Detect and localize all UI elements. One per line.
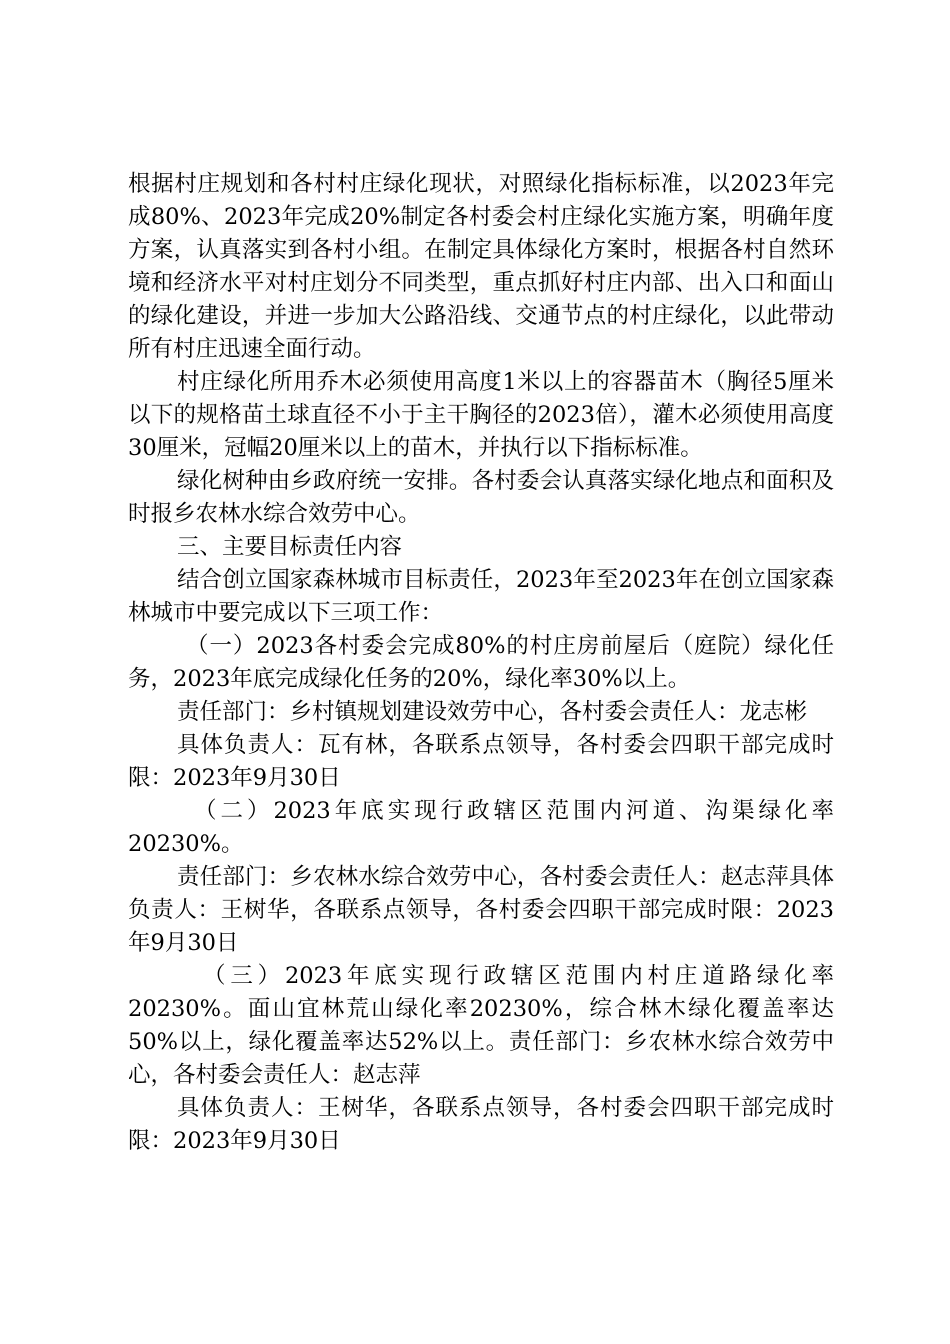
task-one: （一）2023各村委会完成80%的村庄房前屋后（庭院）绿化任务，2023年底完成绿化任务的20%，绿化率30%以上。 bbox=[128, 633, 834, 692]
paragraph-seedling-standard: 村庄绿化所用乔木必须使用高度1米以上的容器苗木（胸径5厘米以下的规格苗土球直径不小于主干胸径的2023倍），灌木必须使用高度30厘米，冠幅20厘米以上的苗木，并执行以下指标标准。 bbox=[128, 369, 834, 461]
task-three-deadline: 具体负责人：王树华，各联系点领导，各村委会四职干部完成时限：2023年9月30日 bbox=[128, 1095, 834, 1154]
paragraph-planning: 根据村庄规划和各村村庄绿化现状，对照绿化指标标准，以2023年完成80%、2023年完成20%制定各村委会村庄绿化实施方案，明确年度方案，认真落实到各村小组。在制定具体绿化方案时，根据各村自然环境和经济水平对村庄划分不同类型，重点抓好村庄内部、出入口和面山的绿化建设，并进一步加大公路沿线、交通节点的村庄绿化，以此带动所有村庄迅速全面行动。 bbox=[128, 171, 834, 362]
task-one-deadline: 具体负责人：瓦有林，各联系点领导，各村委会四职干部完成时限：2023年9月30日 bbox=[128, 732, 834, 791]
task-two: （二）2023年底实现行政辖区范围内河道、沟渠绿化率20230%。 bbox=[128, 798, 834, 857]
paragraph-tree-species: 绿化树种由乡政府统一安排。各村委会认真落实绿化地点和面积及时报乡农林水综合效劳中心。 bbox=[128, 468, 834, 527]
section-heading-main-targets: 三、主要目标责任内容 bbox=[177, 534, 403, 560]
task-two-responsible-dept: 责任部门：乡农林水综合效劳中心，各村委会责任人：赵志萍具体负责人：王树华，各联系点领导，各村委会四职干部完成时限：2023年9月30日 bbox=[128, 864, 834, 956]
paragraph-forest-city-goal: 结合创立国家森林城市目标责任，2023年至2023年在创立国家森林城市中要完成以下三项工作： bbox=[128, 567, 834, 626]
task-three: （三）2023年底实现行政辖区范围内村庄道路绿化率20230%。面山宜林荒山绿化率20230%，综合林木绿化覆盖率达50%以上，绿化覆盖率达52%以上。责任部门：乡农林水综合效劳中心，各村委会责任人：赵志萍 bbox=[128, 963, 834, 1088]
task-one-responsible-dept: 责任部门：乡村镇规划建设效劳中心，各村委会责任人：龙志彬 bbox=[177, 699, 808, 725]
document-body bbox=[128, 168, 834, 1158]
